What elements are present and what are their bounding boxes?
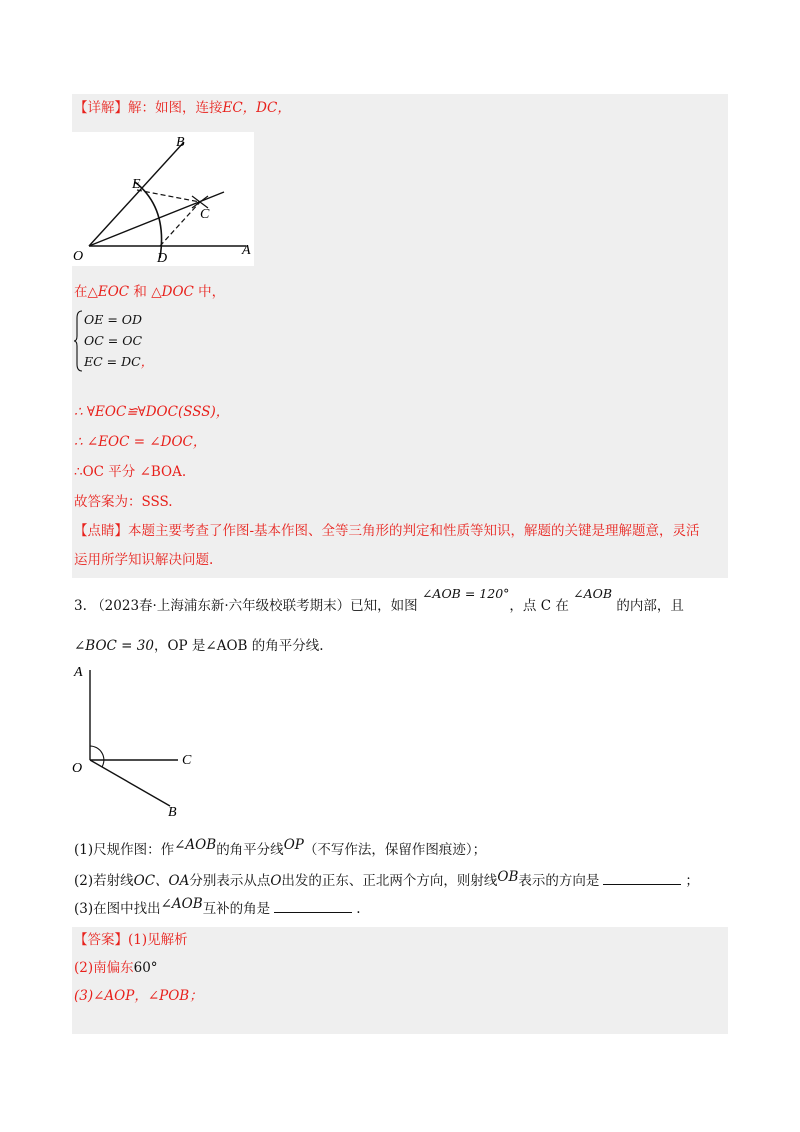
equation-3: EC = DC [84, 354, 141, 369]
fig1-label-e: E [132, 177, 141, 192]
fig2-label-c: C [182, 753, 192, 768]
sub2-c: 出发的正东、正北两个方向，则射线 [281, 873, 498, 889]
answer-statement: 故答案为：SSS. [74, 494, 173, 510]
construction-figure-1 [72, 132, 254, 266]
subquestion-1 [74, 837, 487, 860]
comment-line-2: 运用所学知识解决问题. [74, 552, 214, 568]
step-2: ∴ ∠EOC = ∠DOC， [74, 434, 207, 450]
fig2-label-o: O [72, 761, 83, 776]
answer-1: (1)见解析 [128, 932, 188, 948]
answer-line-1 [74, 930, 188, 950]
inside-text: 的内部，且 [616, 598, 684, 614]
answer-2-text: (2)南偏东 [74, 960, 134, 976]
sub3-end: . [356, 901, 361, 917]
sub3-angle: ∠AOB [160, 896, 203, 912]
sub3-a: (3)在图中找出 [74, 901, 161, 917]
sub2-end: ； [685, 873, 699, 889]
answer-line-2 [74, 958, 158, 978]
detail-line [74, 98, 291, 118]
sub3-b: 互补的角是 [202, 901, 271, 917]
sub1-b: 的角平分线 [216, 842, 284, 858]
sub2-d: 表示的方向是 [518, 873, 600, 889]
sub1-a: (1)尺规作图：作 [74, 842, 175, 858]
system-brace [74, 310, 84, 372]
fig1-label-d: D [157, 251, 168, 266]
answer-3: (3)∠AOP，∠POB； [74, 988, 203, 1004]
sub2-b: 分别表示从点 [189, 873, 271, 889]
comment-line-1 [74, 521, 700, 541]
triangle-doc: △DOC [151, 284, 194, 300]
angle-ref: ∠AOB [573, 586, 613, 601]
sub1-angle: ∠AOB [174, 837, 217, 853]
equation-system [84, 309, 153, 372]
fig1-label-a: A [242, 243, 251, 258]
question-figure-2 [70, 660, 210, 820]
sub2-ob: OB [497, 869, 519, 885]
triangles-intro: 在 [74, 284, 88, 300]
comment-tag: 【点睛】 [74, 523, 128, 539]
sub2-rays: OC、OA [133, 873, 190, 889]
subquestion-3 [74, 898, 360, 919]
given-angle: ∠AOB = 120° [421, 586, 510, 601]
question3-line-2 [74, 636, 324, 656]
sub2-a: (2)若射线 [74, 873, 134, 889]
detail-segments: EC，DC， [222, 100, 291, 116]
triangles-in: 中， [193, 284, 226, 300]
comment-text-1: 本题主要考查了作图-基本作图、全等三角形的判定和性质等知识，解题的关键是理解题意，灵活 [128, 523, 700, 539]
detail-intro: 解：如图，连接 [128, 100, 223, 116]
detail-tag: 【详解】 [74, 100, 128, 116]
subquestion-2 [74, 870, 699, 891]
triangles-and: 和 [129, 284, 152, 300]
answer-2-value: 60° [133, 960, 158, 976]
step-1: ∴ ∀EOC≌∀DOC(SSS)， [74, 404, 230, 420]
fig2-label-b: B [168, 805, 177, 820]
fig1-label-o: O [73, 249, 84, 264]
fig2-label-a: A [74, 665, 83, 680]
sub1-op: OP [283, 837, 304, 853]
sub2-o: O [270, 873, 282, 889]
equation-2: OC = OC [84, 333, 143, 348]
fig1-label-b: B [176, 135, 185, 150]
step-3: ∴OC 平分 ∠BOA. [74, 464, 187, 480]
question-number: 3. [74, 598, 87, 614]
point-text: ，点 C 在 [509, 598, 569, 614]
question-source: （2023春·上海浦东新·六年级校联考期末）已知，如图 [91, 598, 418, 614]
triangle-eoc: △EOC [87, 284, 130, 300]
line2-text: ，OP 是∠AOB 的角平分线. [153, 638, 324, 654]
answer-tag: 【答案】 [74, 932, 128, 948]
sub1-c: （不写作法，保留作图痕迹）； [303, 842, 487, 858]
boc-angle: ∠BOC = 30 [74, 638, 154, 654]
question3-line-1 [74, 586, 684, 616]
blank-direction[interactable] [603, 870, 681, 885]
blank-supplement[interactable] [274, 898, 352, 913]
equation-end: ， [140, 354, 154, 369]
equation-1: OE = OD [84, 312, 143, 327]
triangles-line [74, 282, 225, 302]
fig1-label-c: C [200, 207, 210, 222]
